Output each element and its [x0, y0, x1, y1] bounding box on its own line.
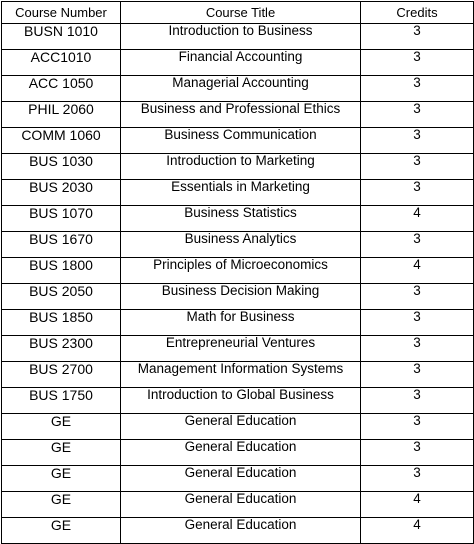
table-row	[2, 232, 474, 258]
credits-cell: 3	[361, 24, 474, 50]
header-credits: Credits	[361, 2, 474, 24]
table-row	[2, 180, 474, 206]
course-number-cell: BUS 2300	[2, 336, 121, 362]
course-title-cell: Introduction to Global Business	[121, 388, 361, 414]
credits-cell: 3	[361, 232, 474, 258]
course-number-cell: GE	[2, 518, 121, 544]
credits-cell: 3	[361, 466, 474, 492]
course-title-cell: Business and Professional Ethics	[121, 102, 361, 128]
header-course-number: Course Number	[2, 2, 121, 24]
course-number-cell: BUS 1070	[2, 206, 121, 232]
header-course-title: Course Title	[121, 2, 361, 24]
course-title-cell: Introduction to Marketing	[121, 154, 361, 180]
table-row	[2, 76, 474, 102]
credits-cell: 3	[361, 76, 474, 102]
course-number-cell: BUS 2030	[2, 180, 121, 206]
course-number-cell: BUS 1750	[2, 388, 121, 414]
credits-cell: 3	[361, 50, 474, 76]
course-number-cell: ACC1010	[2, 50, 121, 76]
course-number-cell: BUS 1670	[2, 232, 121, 258]
credits-cell: 3	[361, 336, 474, 362]
credits-cell: 3	[361, 102, 474, 128]
table-row	[2, 128, 474, 154]
table-row	[2, 258, 474, 284]
table-row	[2, 466, 474, 492]
course-title-cell: Financial Accounting	[121, 50, 361, 76]
credits-cell: 3	[361, 180, 474, 206]
course-number-cell: BUSN 1010	[2, 24, 121, 50]
credits-cell: 4	[361, 258, 474, 284]
course-number-cell: GE	[2, 492, 121, 518]
course-number-cell: GE	[2, 440, 121, 466]
course-number-cell: PHIL 2060	[2, 102, 121, 128]
credits-cell: 3	[361, 310, 474, 336]
credits-cell: 3	[361, 154, 474, 180]
table-row	[2, 336, 474, 362]
course-title-cell: Math for Business	[121, 310, 361, 336]
course-number-cell: BUS 1850	[2, 310, 121, 336]
table-row	[2, 154, 474, 180]
table-row	[2, 414, 474, 440]
course-title-cell: Introduction to Business	[121, 24, 361, 50]
course-title-cell: Business Communication	[121, 128, 361, 154]
course-title-cell: Principles of Microeconomics	[121, 258, 361, 284]
credits-cell: 3	[361, 362, 474, 388]
table-body	[2, 24, 474, 544]
course-title-cell: General Education	[121, 466, 361, 492]
table-row	[2, 362, 474, 388]
course-table	[1, 1, 474, 544]
course-title-cell: General Education	[121, 440, 361, 466]
course-title-cell: Essentials in Marketing	[121, 180, 361, 206]
credits-cell: 3	[361, 414, 474, 440]
course-title-cell: Entrepreneurial Ventures	[121, 336, 361, 362]
course-title-cell: General Education	[121, 414, 361, 440]
course-number-cell: BUS 2700	[2, 362, 121, 388]
table-row	[2, 518, 474, 544]
course-number-cell: BUS 2050	[2, 284, 121, 310]
credits-cell: 4	[361, 492, 474, 518]
course-number-cell: ACC 1050	[2, 76, 121, 102]
course-title-cell: Business Analytics	[121, 232, 361, 258]
table-row	[2, 310, 474, 336]
credits-cell: 3	[361, 388, 474, 414]
credits-cell: 4	[361, 518, 474, 544]
credits-cell: 3	[361, 128, 474, 154]
course-title-cell: General Education	[121, 492, 361, 518]
course-title-cell: General Education	[121, 518, 361, 544]
table-row	[2, 24, 474, 50]
table-row	[2, 102, 474, 128]
table-row	[2, 388, 474, 414]
credits-cell: 3	[361, 284, 474, 310]
credits-cell: 4	[361, 206, 474, 232]
credits-cell: 3	[361, 440, 474, 466]
table-row	[2, 440, 474, 466]
course-title-cell: Management Information Systems	[121, 362, 361, 388]
course-number-cell: BUS 1030	[2, 154, 121, 180]
table-row	[2, 284, 474, 310]
table-row	[2, 492, 474, 518]
course-number-cell: GE	[2, 466, 121, 492]
table-row	[2, 50, 474, 76]
course-title-cell: Managerial Accounting	[121, 76, 361, 102]
course-number-cell: BUS 1800	[2, 258, 121, 284]
table-row	[2, 206, 474, 232]
course-number-cell: GE	[2, 414, 121, 440]
header-row	[2, 2, 474, 24]
table-header	[2, 2, 474, 24]
course-title-cell: Business Statistics	[121, 206, 361, 232]
course-number-cell: COMM 1060	[2, 128, 121, 154]
course-title-cell: Business Decision Making	[121, 284, 361, 310]
